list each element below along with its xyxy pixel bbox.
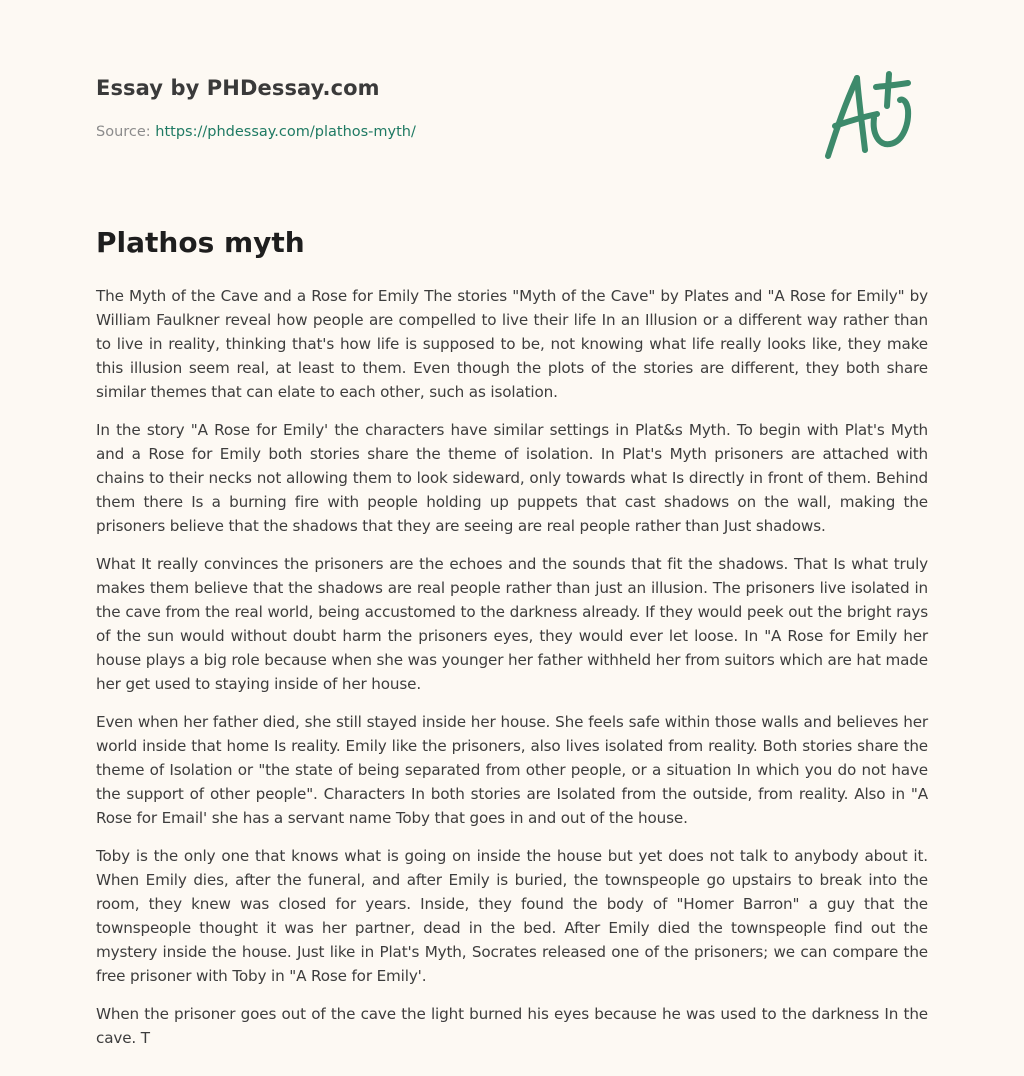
- essay-paragraph: Toby is the only one that knows what is going on inside the house but yet does not talk to anybody about it. When Emily dies, after the funeral, and after Emily is buried, the townspeople go upstairs to break into the room, they knew was closed for years. Inside, they found the body of "Homer Barron" a guy that the townspeople thought it was her partner, dead in the bed. After Emily died the townspeople find out the mystery inside the house. Just like in Plat's Myth, Socrates released one of the prisoners; we can compare the free prisoner with Toby in "A Rose for Emily'.: [96, 847, 928, 985]
- essay-paragraph: The Myth of the Cave and a Rose for Emily The stories "Myth of the Cave" by Plates and "A Rose for Emily" by William Faulkner reveal how people are compelled to live their life In an Illusion or a different way rather than to live in reality, thinking that's how life is supposed to be, not knowing what life really looks like, they make this illusion seem real, at least to them. Even though the plots of the stories are different, they both share similar themes that can elate to each other, such as isolation.: [96, 287, 928, 401]
- essay-paragraph: When the prisoner goes out of the cave the light burned his eyes because he was used to the darkness In the cave. T: [96, 1005, 928, 1047]
- essay-paragraph: In the story "A Rose for Emily' the characters have similar settings in Plat&s Myth. To begin with Plat's Myth and a Rose for Emily both stories share the theme of isolation. In Plat's Myth prisoners are attached with chains to their necks not allowing them to look sideward, only towards what Is directly in front of them. Behind them there Is a burning fire with people holding up puppets that cast shadows on the wall, making the prisoners believe that the shadows that they are seeing are real people rather than Just shadows.: [96, 421, 928, 535]
- a-plus-grade-icon: [823, 66, 923, 166]
- essay-paragraph: What It really convinces the prisoners are the echoes and the sounds that fit the shadows. That Is what truly makes them believe that the shadows are real people rather than just an illusion. The prisoners live isolated in the cave from the real world, being accustomed to the darkness already. If they would peek out the bright rays of the sun would without doubt harm the prisoners eyes, they would ever let loose. In "A Rose for Emily her house plays a big role because when she was younger her father withheld her from suitors which are hat made her get used to staying inside of her house.: [96, 555, 928, 693]
- essay-body: [96, 284, 928, 1064]
- source-line: [96, 124, 416, 140]
- source-link[interactable]: https://phdessay.com/plathos-myth/: [155, 124, 416, 140]
- site-title: Essay by PHDessay.com: [96, 76, 380, 100]
- essay-paragraph: Even when her father died, she still stayed inside her house. She feels safe within those walls and believes her world inside that home Is reality. Emily like the prisoners, also lives isolated from reality. Both stories share the theme of Isolation or "the state of being separated from other people, or a situation In which you do not have the support of other people". Characters In both stories are Isolated from the outside, from reality. Also in "A Rose for Email' she has a servant name Toby that goes in and out of the house.: [96, 713, 928, 827]
- a-plus-logo-graphic: [823, 66, 923, 166]
- essay-title: Plathos myth: [96, 226, 305, 259]
- source-label: Source:: [96, 124, 156, 140]
